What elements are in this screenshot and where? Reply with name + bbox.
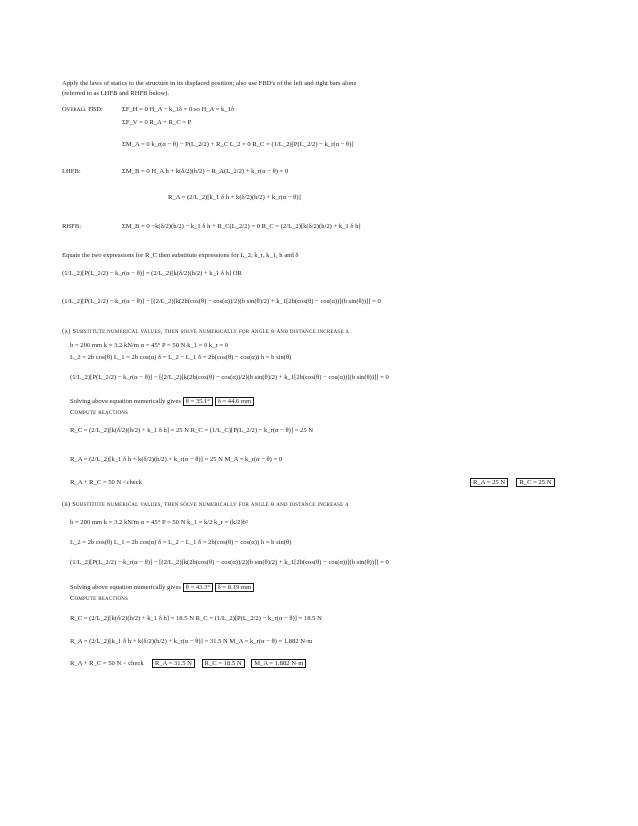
part-a-values: b = 200 mm k = 3.2 kN/m α = 45° P = 50 N k_1 = 0 k_r = 0 (70, 342, 229, 349)
intro-line-1: Apply the laws of statics to the structure in its displaced position; also use FBD's of the left and right bars alone (62, 80, 357, 87)
part-a-equation: (1/L_2)[P(L_2/2) − k_r(α − θ)] − [(2/L_2)[k(2b(cos(θ) − cos(α))/2)(b sin(θ)/2) + k_1[2b(cos(θ) − cos(α))](b sin(θ))]] = 0 (70, 374, 389, 381)
lhfb-label: LHFB: (62, 168, 81, 175)
rhfb-eq-sum-mb: ΣM_B = 0 −k(δ/2)(h/2) − k_1 δ h + R_C(L_2/2) = 0 R_C = (2/L_2)[k(δ/2)(h/2) + k_1 δ h] (122, 223, 361, 230)
part-b-values: b = 200 mm k = 3.2 kN/m α = 45° P = 50 N k_1 = k/2 k_r = (k/2)b² (70, 519, 248, 526)
part-a-compute-label: Compute reactions (70, 409, 129, 416)
part-a-boxed-reactions (470, 478, 555, 487)
part-a-solve-line (70, 397, 254, 406)
overall-eq-sum-fh: ΣF_H = 0 H_A − k_1δ = 0 so H_A = k_1δ (122, 106, 234, 113)
part-b-solve-text: Solving above equation numerically gives (70, 584, 181, 591)
part-b-delta-result: δ = 8.19 mm (215, 583, 255, 592)
part-b-solve-line (70, 583, 254, 592)
part-b-geometry: L_2 = 2b cos(θ) L_1 = 2b cos(α) δ = L_2 − L_1 δ = 2b(cos(θ) − cos(α)) h = b sin(θ) (70, 539, 292, 546)
part-a-check: R_A + R_C = 50 N <check (70, 479, 142, 486)
part-b-rc-box: R_C = 18.5 N (202, 659, 245, 668)
lhfb-eq-sum-mb: ΣM_B = 0 H_A h + k(δ/2)(h/2) − R_A(L_2/2) + k_r(α − θ) = 0 (122, 168, 289, 175)
part-a-solve-text: Solving above equation numerically gives (70, 398, 181, 405)
part-a-rc-equation: R_C = (2/L_2)[k(δ/2)(h/2) + k_1 δ h] = 25 N R_C = (1/L_C)[P(L_2/2) − k_r(α − θ)] = 25 N (70, 427, 314, 434)
intro-line-2: (referred to as LHFB and RHFB below). (62, 90, 170, 97)
part-b-ra-box: R_A = 31.5 N (152, 659, 195, 668)
part-a-delta-result: δ = 44.6 mm (215, 397, 255, 406)
part-b-equation: (1/L_2)[P(L_2/2) − k_r(α − θ)] − [(2/L_2)[k(2b(cos(θ) − cos(α))/2)(b sin(θ)/2) + k_1[2b(cos(θ) − cos(α))](b sin(θ))]] = 0 (70, 559, 389, 566)
part-b-compute-label: Compute reactions (70, 595, 129, 602)
part-b-heading: (b) Substitute numerical values, then solve numerically for angle θ and distance increase δ (62, 501, 349, 508)
part-a-heading: (a) Substitute numerical values, then solve numerically for angle θ and distance increase δ (62, 328, 349, 335)
part-b-rc-equation: R_C = (2/L_2)[k(δ/2)(h/2) + k_1 δ h] = 18.5 N R_C = (1/L_2)[P(L_2/2) − k_r(α − θ)] = 18.5 N (70, 615, 322, 622)
part-a-theta-result: θ = 35.1° (183, 397, 213, 406)
part-b-theta-result: θ = 43.3° (183, 583, 213, 592)
part-b-check-line (70, 659, 306, 668)
rhfb-label: RHFB: (62, 223, 82, 230)
part-b-check: R_A + R_C = 50 N < check (70, 660, 144, 667)
part-b-ma-box: M_A = 1.882 N·m (251, 659, 306, 668)
lhfb-eq-ra: R_A = (2/L_2)[k_1 δ h + k(δ/2)(h/2) + k_r(α − θ)] (168, 194, 301, 201)
overall-eq-sum-fv: ΣF_V = 0 R_A + R_C = P (122, 119, 192, 126)
part-b-ra-equation: R_A = (2/L_2)[k_1 δ h + k(δ/2)(h/2) + k_r(α − θ)] = 31.5 N M_A = k_r(α − θ) = 1.882 N·m (70, 638, 313, 645)
overall-eq-sum-ma: ΣM_A = 0 k_r(α − θ) − P(L_2/2) + R_C L_2 = 0 R_C = (1/L_2)[P(L_2/2) − k_r(α − θ)] (122, 141, 354, 148)
part-a-ra-equation: R_A = (2/L_2)[k_1 δ h + k(δ/2)(h/2) + k_r(α − θ)] = 25 N M_A = k_r(α − θ) = 0 (70, 456, 283, 463)
part-a-rc-box: R_C = 25 N (516, 478, 554, 487)
part-a-geometry: L_2 = 2b cos(θ) L_1 = 2b cos(α) δ = L_2 − L_1 δ = 2b(cos(θ) − cos(α)) h = b sin(θ) (70, 354, 292, 361)
equate-eq-2: (1/L_2)[P(L_2/2) − k_r(α − θ)] − [(2/L_2)[k(2b(cos(θ) − cos(α))/2)(b sin(θ)/2) + k_1[2b(cos(θ) − cos(α))](b sin(θ))]] = 0 (62, 298, 381, 305)
part-a-ra-box: R_A = 25 N (470, 478, 508, 487)
overall-fbd-label: Overall FBD: (62, 106, 103, 113)
equate-text: Equate the two expressions for R_C then substitute expressions for L_2, k_r, k_1, h and δ (62, 252, 299, 259)
equate-eq-1: (1/L_2)[P(L_2/2) − k_r(α − θ)] = (2/L_2)[k(δ/2)(h/2) + k_1 δ h] OR (62, 270, 242, 277)
